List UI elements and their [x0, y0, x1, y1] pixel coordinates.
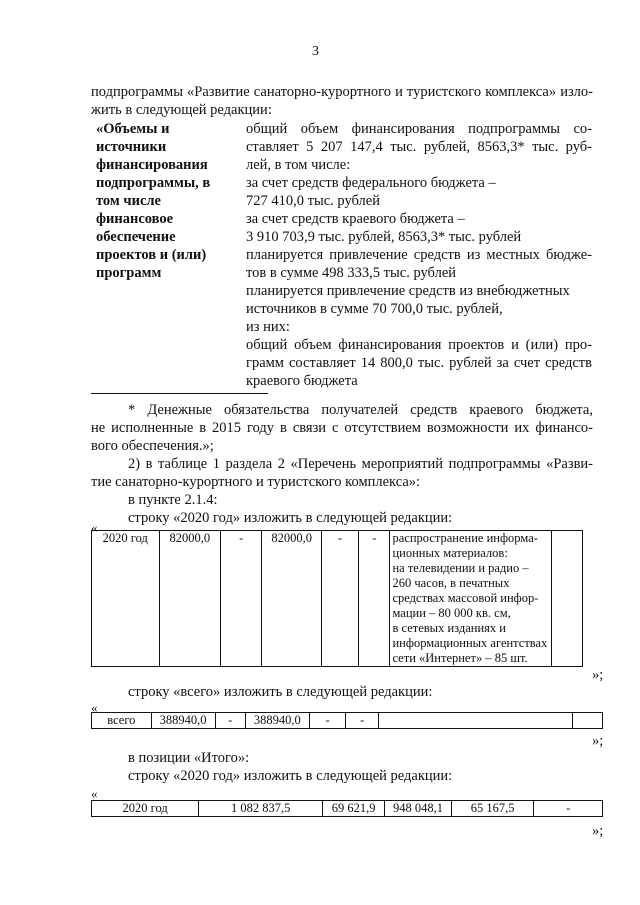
value-cell: -	[346, 713, 378, 729]
value-line: планируется привлечение средств из местных бюдже-	[246, 247, 592, 263]
value-cell: 82000,0	[159, 531, 221, 667]
label-line: обеспечение	[96, 229, 176, 245]
intro-line-2: жить в следующей редакции:	[91, 102, 272, 118]
close-quote: »;	[592, 733, 604, 749]
open-quote: «	[91, 700, 98, 715]
label-line: программ	[96, 265, 162, 281]
table-row	[92, 531, 583, 667]
total-row-table	[91, 712, 603, 729]
description-line: средствах массовой инфор-	[392, 591, 539, 605]
description-line: ционных материалов:	[392, 546, 508, 560]
row-2020-instruction-2: строку «2020 год» изложить в следующей редакции:	[128, 768, 453, 784]
year-cell: 2020 год	[92, 531, 160, 667]
value-line: тов в сумме 498 333,5 тыс. рублей	[246, 265, 457, 281]
close-quote: »;	[592, 823, 604, 839]
value-line: лей, в том числе:	[246, 157, 351, 173]
row-2020-instruction: строку «2020 год» изложить в следующей редакции:	[128, 510, 453, 526]
value-cell: -	[359, 531, 390, 667]
value-line: общий объем финансирования проектов и (или) про-	[246, 337, 592, 353]
footnote-separator	[91, 393, 268, 394]
description-line: в сетевых изданиях и	[392, 621, 506, 635]
value-cell: -	[321, 531, 358, 667]
footnote-line-3: вого обеспечения.»;	[91, 438, 214, 454]
open-quote: «	[91, 520, 98, 535]
value-cell: -	[309, 713, 346, 729]
value-cell: 388940,0	[151, 713, 215, 729]
description-line: 260 часов, в печатных	[392, 576, 510, 590]
value-line: планируется привлечение средств из внебюджетных	[246, 283, 570, 299]
value-cell: 1 082 837,5	[199, 801, 323, 817]
value-cell: -	[534, 801, 603, 817]
label-line: проектов и (или)	[96, 247, 207, 263]
item2-line-2: тие санаторно-курортного и туристского комплекса»:	[91, 474, 421, 490]
value-cell: 82000,0	[262, 531, 322, 667]
description-line: распространение информа-	[392, 531, 538, 545]
footnote-line-2: не исполненные в 2015 году в связи с отсутствием возможности их финансо-	[91, 420, 593, 436]
value-cell: 388940,0	[245, 713, 309, 729]
label-line: том числе	[96, 193, 161, 209]
value-cell: 69 621,9	[322, 801, 384, 817]
footnote-line-1: * Денежные обязательства получателей средств краевого бюджета,	[128, 402, 593, 418]
table-row	[92, 713, 603, 729]
empty-cell	[551, 531, 582, 667]
value-line: из них:	[246, 319, 290, 335]
year-cell: 2020 год	[92, 801, 199, 817]
itogo-2020-table	[91, 800, 603, 817]
row-2020-table	[91, 530, 583, 667]
value-cell: -	[215, 713, 245, 729]
description-line: на телевидении и радио –	[392, 561, 529, 575]
value-line: 727 410,0 тыс. рублей	[246, 193, 380, 209]
value-line: краевого бюджета	[246, 373, 358, 389]
point-text: в пункте 2.1.4:	[128, 492, 218, 508]
description-line: мации – 80 000 кв. см,	[392, 606, 511, 620]
value-cell: 65 167,5	[451, 801, 534, 817]
label-line: финансирования	[96, 157, 208, 173]
value-line: за счет средств краевого бюджета –	[246, 211, 465, 227]
value-line: источников в сумме 70 700,0 тыс. рублей,	[246, 301, 503, 317]
empty-cell	[572, 713, 602, 729]
label-line: «Объемы и	[96, 121, 170, 137]
intro-line-1: подпрограммы «Развитие санаторно-курортного и туристского комплекса» изло-	[91, 84, 593, 100]
description-line: сети «Интернет» – 85 шт.	[392, 651, 528, 665]
close-quote: »;	[592, 667, 604, 683]
value-line: ставляет 5 207 147,4 тыс. рублей, 8563,3* тыс. руб-	[246, 139, 592, 155]
description-cell	[390, 531, 551, 667]
label-line: подпрограммы, в	[96, 175, 211, 191]
value-line: общий объем финансирования подпрограммы со-	[246, 121, 592, 137]
total-instruction: строку «всего» изложить в следующей редакции:	[128, 684, 433, 700]
itogo-position: в позиции «Итого»:	[128, 750, 250, 766]
label-line: источники	[96, 139, 167, 155]
description-line: информационных агентствах	[392, 636, 548, 650]
label-line: финансовое	[96, 211, 174, 227]
page-number: 3	[312, 44, 319, 59]
value-line: за счет средств федерального бюджета –	[246, 175, 496, 191]
open-quote: «	[91, 786, 98, 801]
table-row	[92, 801, 603, 817]
value-line: грамм составляет 14 800,0 тыс. рублей за счет средств	[246, 355, 592, 371]
value-cell: -	[221, 531, 262, 667]
empty-cell	[378, 713, 572, 729]
value-cell: 948 048,1	[385, 801, 451, 817]
item2-line-1: 2) в таблице 1 раздела 2 «Перечень мероприятий подпрограммы «Разви-	[128, 456, 593, 472]
value-line: 3 910 703,9 тыс. рублей, 8563,3* тыс. рублей	[246, 229, 522, 245]
label-cell: всего	[92, 713, 152, 729]
